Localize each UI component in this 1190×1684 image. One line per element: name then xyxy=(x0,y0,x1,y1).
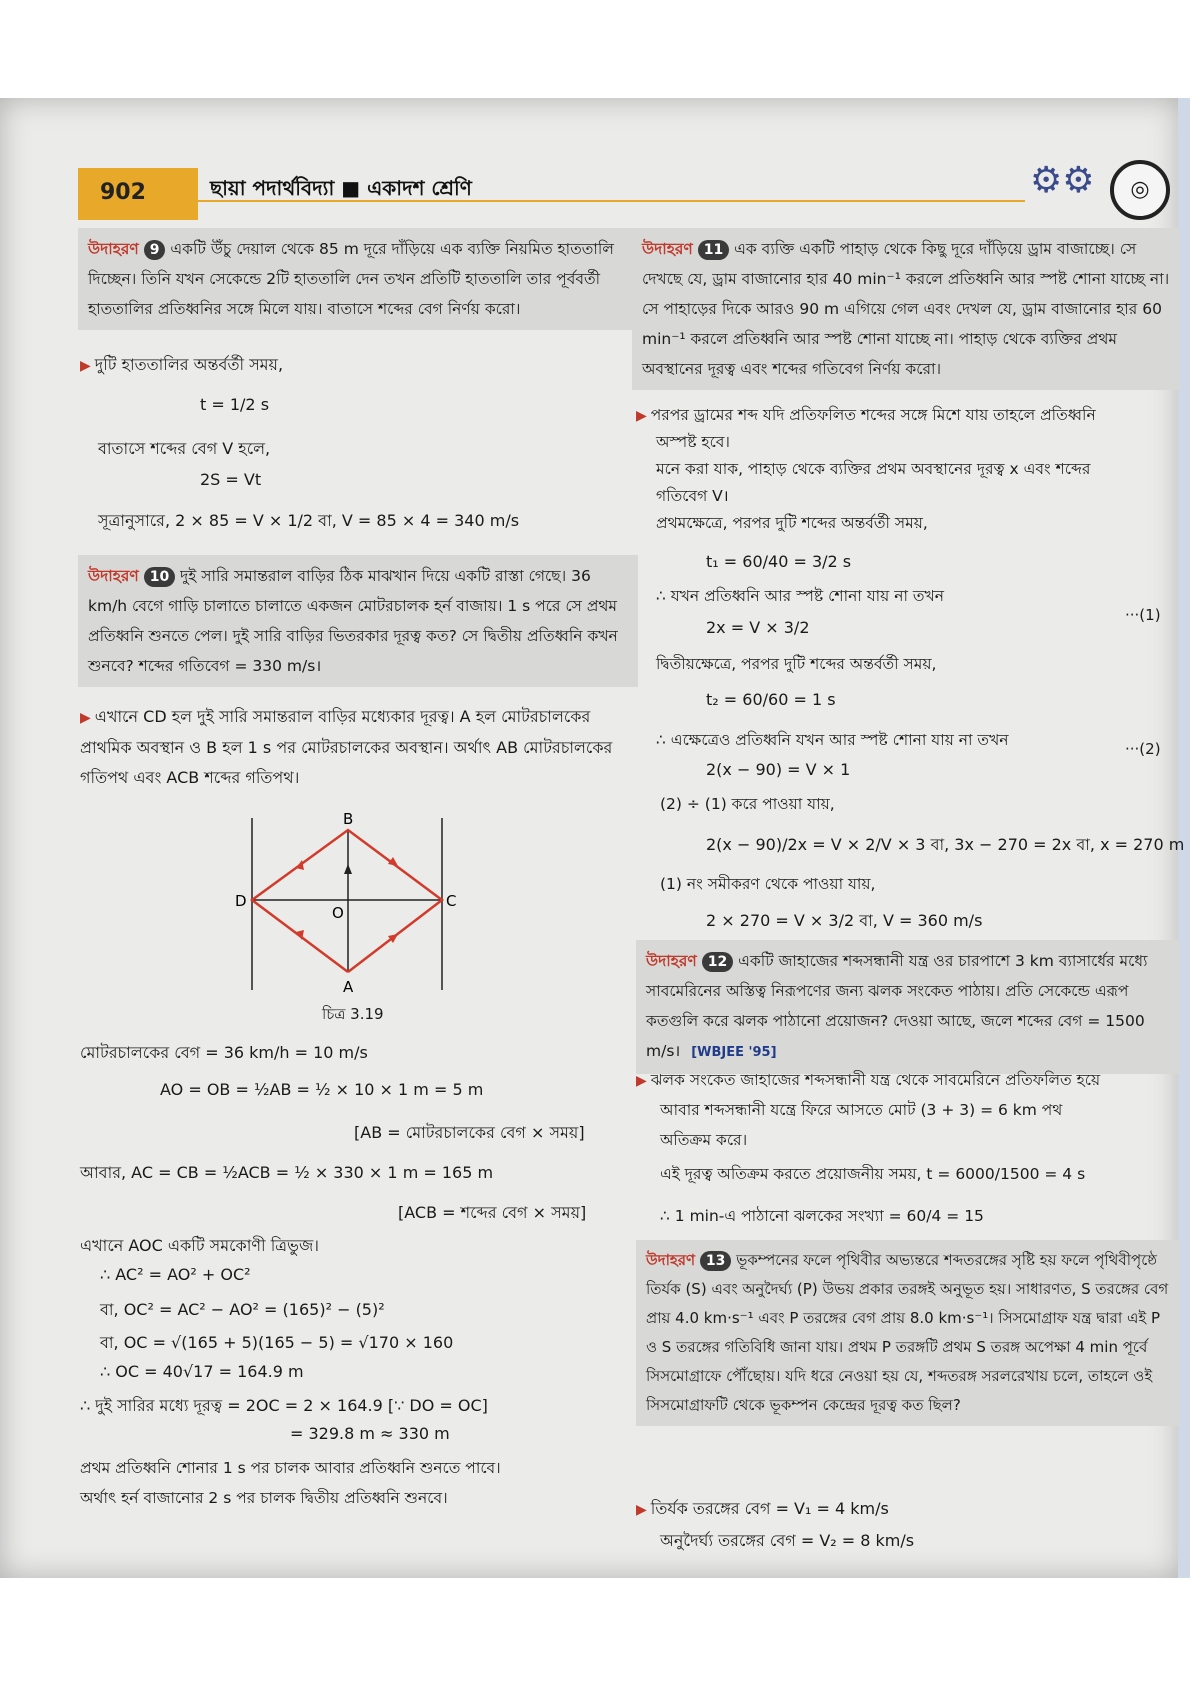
equation: 2(x − 90) = V × 1 xyxy=(706,760,851,779)
solution-line: মনে করা যাক, পাহাড় থেকে ব্যক্তির প্রথম অবস্থানের দূরত্ব x এবং শব্দের xyxy=(656,460,1091,478)
solution-line: অস্পষ্ট হবে। xyxy=(656,433,730,451)
equation: এই দূরত্ব অতিক্রম করতে প্রয়োজনীয় সময়, t = 6000/1500 = 4 s xyxy=(660,1165,1086,1183)
example-9-box xyxy=(78,228,638,330)
example-10-text: দুই সারি সমান্তরাল বাড়ির ঠিক মাঝখান দিয়ে একটি রাস্তা গেছে। 36 km/h বেগে গাড়ি চালাতে চালাতে একজন মোটরচালক হর্ন বাজায়। 1 s পরে সে প্রথম প্রতিধ্বনি শুনতে পেল। দুই সারি বাড়ির ভিতরকার দূরত্ব কত? সে দ্বিতীয় প্রতিধ্বনি কখন শুনবে? শব্দের গতিবেগ = 330 m/s। xyxy=(88,567,618,675)
solution-line: ▶ দুটি হাততালির অন্তর্বর্তী সময়, xyxy=(80,355,284,374)
equation: t = 1/2 s xyxy=(200,395,270,414)
solution-line: ▶ ঝলক সংকেত জাহাজের শব্দসন্ধানী যন্ত্র থেকে সাবমেরিনে প্রতিফলিত হয়ে xyxy=(636,1071,1101,1089)
note: [AB = মোটরচালকের বেগ × সময়] xyxy=(354,1123,585,1142)
example-9-text: একটি উঁচু দেয়াল থেকে 85 m দূরে দাঁড়িয়ে এক ব্যক্তি নিয়মিত হাততালি দিচ্ছেন। তিনি যখন সেকেন্ডে 2টি হাততালি দেন তখন প্রতিটি হাততালি তার পূর্ববর্তী হাততালির প্রতিধ্বনির সঙ্গে মিলে যায়। বাতাসে শব্দের বেগ নির্ণয় করো। xyxy=(88,240,614,318)
figure-caption: চিত্র 3.19 xyxy=(322,1005,384,1023)
example-number: 10 xyxy=(144,567,175,587)
solution-line: প্রথম প্রতিধ্বনি শোনার 1 s পর চালক আবার প্রতিধ্বনি শুনতে পাবে। xyxy=(80,1459,501,1477)
exam-tag: [WBJEE '95] xyxy=(691,1045,777,1060)
example-number: 13 xyxy=(700,1251,731,1271)
example-label: উদাহরণ xyxy=(88,240,139,258)
equation: AO = OB = ½AB = ½ × 10 × 1 m = 5 m xyxy=(160,1080,484,1099)
solution-line: ▶ পরপর ড্রামের শব্দ যদি প্রতিফলিত শব্দের সঙ্গে মিশে যায় তাহলে প্রতিধ্বনি xyxy=(636,406,1096,424)
example-label: উদাহরণ xyxy=(88,567,139,585)
solution-line: প্রথমক্ষেত্রে, পরপর দুটি শব্দের অন্তর্বর্তী সময়, xyxy=(656,514,928,532)
solution-line: অর্থাৎ হর্ন বাজানোর 2 s পর চালক দ্বিতীয় প্রতিধ্বনি শুনবে। xyxy=(80,1489,448,1507)
solution-line: আবার শব্দসন্ধানী যন্ত্রে ফিরে আসতে মোট (3 + 3) = 6 km পথ xyxy=(660,1101,1063,1119)
header-rule xyxy=(195,200,1025,202)
example-13-box xyxy=(636,1240,1180,1426)
solution-line: (2) ÷ (1) করে পাওয়া যায়, xyxy=(660,795,835,813)
equation: ∴ 1 min-এ পাঠানো ঝলকের সংখ্যা = 60/4 = 15 xyxy=(660,1207,984,1225)
equation: সূত্রানুসারে, 2 × 85 = V × 1/2 বা, V = 85 × 4 = 340 m/s xyxy=(98,511,520,530)
solution-line: গতিবেগ V। xyxy=(656,487,729,505)
equation: t₂ = 60/60 = 1 s xyxy=(706,690,836,709)
example-11-text: এক ব্যক্তি একটি পাহাড় থেকে কিছু দূরে দাঁড়িয়ে ড্রাম বাজাচ্ছে। সে দেখছে যে, ড্রাম বাজানোর হার 40 min⁻¹ করলে প্রতিধ্বনি আর স্পষ্ট শোনা যাচ্ছে না। সে পাহাড়ের দিকে আরও 90 m এগিয়ে গেল এবং দেখল যে, ড্রাম বাজানোর হার 60 min⁻¹ করলে প্রতিধ্বনি আর স্পষ্ট শোনা যাচ্ছে না। পাহাড় থেকে ব্যক্তির প্রথম অবস্থানের দূরত্ব এবং শব্দের গতিবেগ নির্ণয় করো। xyxy=(642,240,1170,378)
arrow-icon: ▶ xyxy=(80,358,91,374)
example-12-text: একটি জাহাজের শব্দসন্ধানী যন্ত্র ওর চারপাশে 3 km ব্যাসার্ধের মধ্যে সাবমেরিনের অস্তিত্ব নিরূপণের জন্য ঝলক সংকেত পাঠায়। প্রতি সেকেন্ডে এরূপ কতগুলি করে ঝলক পাঠানো প্রয়োজন? দেওয়া আছে, জলে শব্দের বেগ = 1500 m/s। xyxy=(646,952,1148,1060)
solution-line: (1) নং সমীকরণ থেকে পাওয়া যায়, xyxy=(660,875,876,893)
example-number: 9 xyxy=(144,240,166,260)
arrow-icon: ▶ xyxy=(636,1502,647,1518)
solution-line: অতিক্রম করে। xyxy=(660,1131,748,1149)
equation: আবার, AC = CB = ½ACB = ½ × 330 × 1 m = 165 m xyxy=(80,1163,494,1182)
equation: t₁ = 60/40 = 3/2 s xyxy=(706,552,852,571)
fig-label-B: B xyxy=(343,810,354,828)
solution-line: অনুদৈর্ঘ্য তরঙ্গের বেগ = V₂ = 8 km/s xyxy=(660,1531,915,1550)
solution-line: ∴ যখন প্রতিধ্বনি আর স্পষ্ট শোনা যায় না তখন xyxy=(656,587,944,605)
fig-label-D: D xyxy=(235,892,247,910)
equation: বা, OC² = AC² − AO² = (165)² − (5)² xyxy=(100,1300,385,1319)
example-10-box xyxy=(78,555,638,687)
page-number: 902 xyxy=(100,180,146,205)
example-label: উদাহরণ xyxy=(646,1251,696,1269)
equation: 2(x − 90)/2x = V × 2/V × 3 বা, 3x − 270 = 2x বা, x = 270 m xyxy=(706,835,1185,854)
solution-line: বাতাসে শব্দের বেগ V হলে, xyxy=(98,439,271,458)
example-number: 12 xyxy=(702,952,733,972)
book-title: ছায়া পদার্থবিদ্যা ■ একাদশ শ্রেণি xyxy=(210,176,472,200)
publisher-logo-icon: ◎ xyxy=(1110,160,1170,220)
solution-line: ∴ এক্ষেত্রেও প্রতিধ্বনি যখন আর স্পষ্ট শোনা যায় না তখন xyxy=(656,731,1009,749)
fig-label-C: C xyxy=(446,892,457,910)
equation-number: ···(1) xyxy=(1125,606,1161,624)
equation: বা, OC = √(165 + 5)(165 − 5) = √170 × 160 xyxy=(100,1333,454,1352)
arrow-icon: ▶ xyxy=(80,710,91,726)
example-label: উদাহরণ xyxy=(642,240,693,258)
fig-label-A: A xyxy=(343,978,354,996)
equation: = 329.8 m ≈ 330 m xyxy=(290,1424,450,1443)
example-number: 11 xyxy=(698,240,729,260)
equation: ∴ OC = 40√17 = 164.9 m xyxy=(100,1362,304,1381)
equation: ∴ AC² = AO² + OC² xyxy=(100,1265,251,1284)
solution-line: দ্বিতীয়ক্ষেত্রে, পরপর দুটি শব্দের অন্তর্বর্তী সময়, xyxy=(656,655,937,673)
solution-line: মোটরচালকের বেগ = 36 km/h = 10 m/s xyxy=(80,1043,368,1062)
example-12-box xyxy=(636,940,1180,1074)
solution-line: ▶ তির্যক তরঙ্গের বেগ = V₁ = 4 km/s xyxy=(636,1499,889,1518)
figure-3-19 xyxy=(230,810,480,1000)
example-label: উদাহরণ xyxy=(646,952,697,970)
equation: ∴ দুই সারির মধ্যে দূরত্ব = 2OC = 2 × 164.9 [∵ DO = OC] xyxy=(80,1396,488,1415)
equation-number: ···(2) xyxy=(1125,740,1161,758)
equation: 2 × 270 = V × 3/2 বা, V = 360 m/s xyxy=(706,911,983,930)
fig-label-O: O xyxy=(332,904,344,922)
equation: 2S = Vt xyxy=(200,470,262,489)
example-13-text: ভূকম্পনের ফলে পৃথিবীর অভ্যন্তরে শব্দতরঙ্গের সৃষ্টি হয় ফলে পৃথিবীপৃষ্ঠে তির্যক (S) এবং অনুদৈর্ঘ্য (P) উভয় প্রকার তরঙ্গই অনুভূত হয়। সাধারণত, S তরঙ্গের বেগ প্রায় 4.0 km·s⁻¹ এবং P তরঙ্গের বেগ প্রায় 8.0 km·s⁻¹। সিসমোগ্রাফ যন্ত্র দ্বারা এই P ও S তরঙ্গের গতিবিধি জানা যায়। প্রথম P তরঙ্গটি প্রথম S তরঙ্গ অপেক্ষা 4 min পূর্বে সিসমোগ্রাফে পৌঁছোয়। যদি ধরে নেওয়া হয় যে, শব্দতরঙ্গ সরলরেখায় চলে, তাহলে ওই সিসমোগ্রাফটি থেকে ভূকম্পন কেন্দ্রের দূরত্ব কত ছিল? xyxy=(646,1251,1169,1414)
arrow-icon: ▶ xyxy=(636,1073,647,1089)
note: [ACB = শব্দের বেগ × সময়] xyxy=(398,1203,587,1222)
solution-line: এখানে AOC একটি সমকোণী ত্রিভুজ। xyxy=(80,1236,319,1255)
gear-icon: ⚙⚙ xyxy=(1030,160,1095,201)
solution-10-intro: ▶ এখানে CD হল দুই সারি সমান্তরাল বাড়ির মধ্যেকার দূরত্ব। A হল মোটরচালকের প্রাথমিক অবস্থান ও B হল 1 s পর মোটরচালকের অবস্থান। অর্থাৎ AB মোটরচালকের গতিপথ এবং ACB শব্দের গতিপথ। xyxy=(80,707,613,787)
arrow-icon: ▶ xyxy=(636,408,647,424)
example-11-box xyxy=(632,228,1180,390)
equation: 2x = V × 3/2 xyxy=(706,618,810,637)
